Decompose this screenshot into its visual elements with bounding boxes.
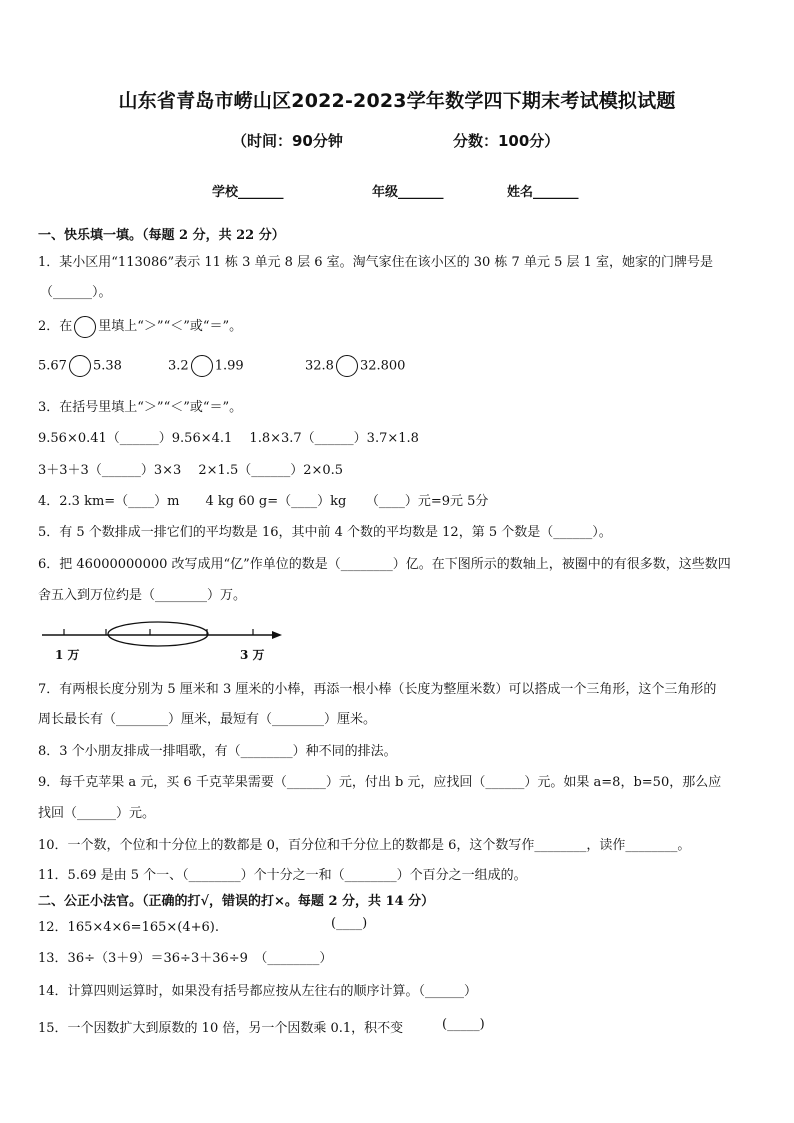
question-13: 13．36÷（3＋9）＝36÷3＋36÷9 （________） (38, 951, 333, 966)
question-15-answer: (_____) (442, 1017, 485, 1032)
question-11: 11．5.69 是由 5 个一、（________）个十分之一和（________）个百分之一组成的。 (38, 868, 527, 883)
question-12: 12．165×4×6=165×(4+6). (38, 920, 219, 935)
arrow-right-icon (272, 631, 282, 639)
school-field: 学校_______ (212, 185, 284, 200)
question-1-line-b: （______）。 (40, 285, 112, 300)
compare-left: 3.2 (168, 358, 189, 374)
question-6-line-b: 舍五入到万位约是（________）万。 (38, 588, 247, 603)
question-2-item-2 (168, 355, 244, 377)
question-2-item-1 (38, 355, 122, 377)
exam-time: （时间：90分钟 (232, 132, 343, 150)
question-2-post: 里填上“＞”“＜”或“＝”。 (98, 319, 243, 334)
question-6-line-a: 6．把 46000000000 改写成用“亿”作单位的数是（________）亿。在下图所示的数轴上，被圈中的有很多数，这些数四 (38, 557, 731, 572)
question-3-line-2: 3＋3＋3（______）3×3 2×1.5（______）2×0.5 (38, 463, 344, 478)
circled-range (108, 622, 208, 646)
number-line-label-left: 1 万 (55, 648, 80, 662)
question-3: 3．在括号里填上“＞”“＜”或“＝”。 (38, 400, 243, 415)
question-3-line-1: 9.56×0.41（______）9.56×4.1 1.8×3.7（______）3.7×1.8 (38, 431, 419, 446)
question-4: 4．2.3 km=（____）m 4 kg 60 g=（____）kg （____）元=9元 5分 (38, 494, 489, 509)
question-7-line-b: 周长最长有（________）厘米，最短有（________）厘米。 (38, 712, 377, 727)
exam-title: 山东省青岛市崂山区2022-2023学年数学四下期末考试模拟试题 (118, 90, 676, 112)
question-2-pre: 2．在 (38, 319, 73, 334)
number-line-label-right: 3 万 (240, 648, 265, 662)
section-heading-2: 二、公正小法官。（正确的打√，错误的打×。每题 2 分，共 14 分） (38, 894, 435, 909)
circle-blank-icon (74, 316, 96, 338)
compare-left: 5.67 (38, 358, 67, 374)
question-14: 14．计算四则运算时，如果没有括号都应按从左往右的顺序计算。（______） (38, 984, 478, 999)
question-15: 15．一个因数扩大到原数的 10 倍，另一个因数乘 0.1，积不变 (38, 1021, 404, 1036)
question-10: 10．一个数，个位和十分位上的数都是 0，百分位和千分位上的数都是 6，这个数写作________，读作________。 (38, 838, 691, 853)
question-5: 5．有 5 个数排成一排它们的平均数是 16，其中前 4 个数的平均数是 12，第 5 个数是（______）。 (38, 525, 612, 540)
exam-score: 分数：100分） (453, 132, 560, 150)
circle-blank-icon (336, 355, 358, 377)
question-12-answer: (____) (331, 916, 368, 931)
compare-right: 32.800 (359, 358, 406, 374)
question-9-line-b: 找回（______）元。 (38, 806, 156, 821)
circle-blank-icon (69, 355, 91, 377)
question-1-line-a: 1．某小区用“113086”表示 11 栋 3 单元 8 层 6 室。淘气家住在该小区的 30 栋 7 单元 5 层 1 室，她家的门牌号是 (38, 255, 714, 270)
question-2-item-3 (305, 355, 405, 377)
question-9-line-a: 9．每千克苹果 a 元，买 6 千克苹果需要（______）元，付出 b 元，应找回（______）元。如果 a=8，b=50，那么应 (38, 775, 722, 790)
name-field: 姓名_______ (507, 185, 579, 200)
question-8: 8．3 个小朋友排成一排唱歌，有（________）种不同的排法。 (38, 744, 397, 759)
section-heading-1: 一、快乐填一填。（每题 2 分，共 22 分） (38, 228, 285, 243)
compare-right: 5.38 (92, 358, 122, 374)
question-2 (38, 315, 242, 338)
grade-field: 年级_______ (372, 185, 444, 200)
compare-left: 32.8 (305, 358, 334, 374)
compare-right: 1.99 (214, 358, 244, 374)
question-7-line-a: 7．有两根长度分别为 5 厘米和 3 厘米的小棒，再添一根小棒（长度为整厘米数）可以搭成一个三角形，这个三角形的 (38, 682, 717, 697)
circle-blank-icon (191, 355, 213, 377)
